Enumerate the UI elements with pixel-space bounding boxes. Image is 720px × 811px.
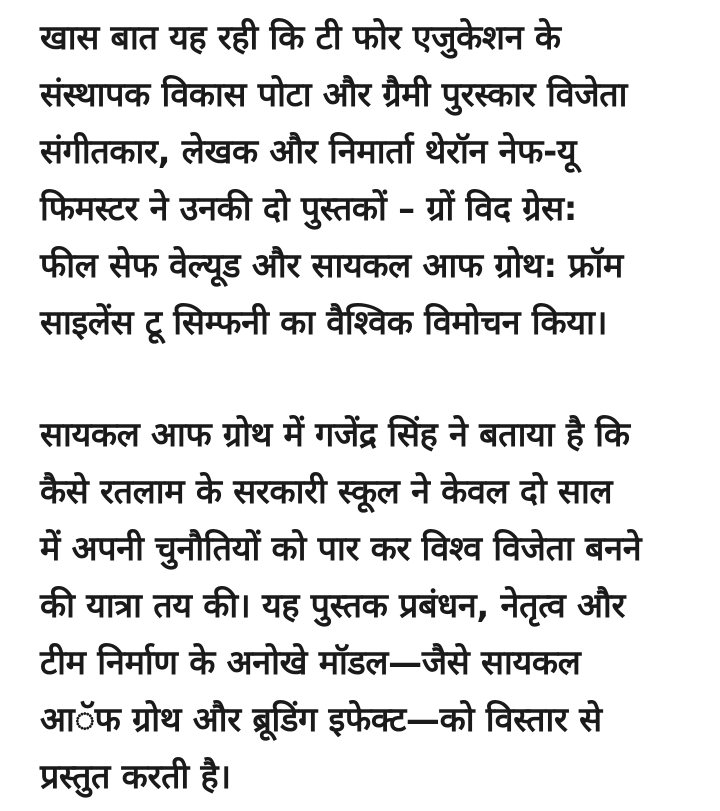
text-line: टीम निर्माण के अनोखे मॉडल—जैसे सायकल xyxy=(40,643,581,683)
paragraph-spacer xyxy=(40,352,686,407)
text-line: कैसे रतलाम के सरकारी स्कूल ने केवल दो साल xyxy=(40,472,613,512)
text-line: संस्थापक विकास पोटा और ग्रैमी पुरस्कार विजेता xyxy=(40,75,628,115)
paragraph-1 xyxy=(40,10,686,352)
text-line: प्रस्तुत करती है। xyxy=(40,757,231,797)
text-line: खास बात यह रही कि टी फोर एजुकेशन के xyxy=(40,18,561,58)
text-line: संगीतकार, लेखक और निमार्ता थेरॉन नेफ-यू xyxy=(40,132,577,172)
text-line: सायकल आफ ग्रोथ में गजेंद्र सिंह ने बताया है कि xyxy=(40,415,630,455)
text-line: फिमस्टर ने उनकी दो पुस्तकों – ग्रों विद ग्रेस: xyxy=(40,189,578,229)
text-line: में अपनी चुनौतियों को पार कर विश्व विजेता बनने xyxy=(40,529,642,569)
text-line: आॅफ ग्रोथ और ब्रूडिंग इफेक्ट—को विस्तार से xyxy=(40,700,602,740)
text-line: की यात्रा तय की। यह पुस्तक प्रबंधन, नेतृत्व और xyxy=(40,586,626,626)
text-line: फील सेफ वेल्यूड और सायकल आफ ग्रोथ: फ्रॉम xyxy=(40,246,624,286)
text-line: साइलेंस टू सिम्फनी का वैश्विक विमोचन किया। xyxy=(40,303,608,343)
paragraph-2 xyxy=(40,407,686,806)
